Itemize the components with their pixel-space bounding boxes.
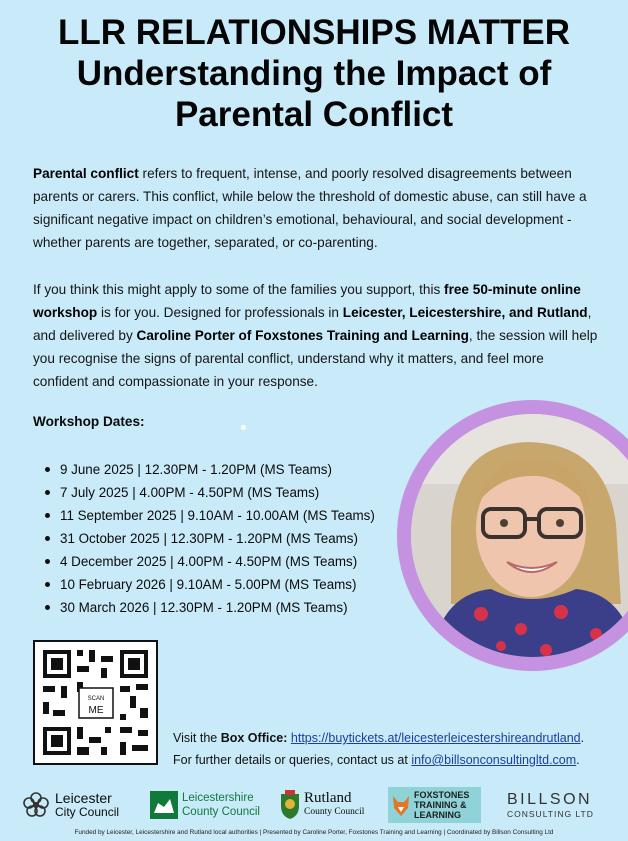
rutland-name: Rutland xyxy=(304,790,352,806)
fox-icon xyxy=(391,792,411,818)
workshop-dates-list xyxy=(45,458,375,619)
presenter-portrait-icon xyxy=(411,414,628,657)
foxstones-logo xyxy=(388,787,481,823)
flower-icon xyxy=(22,791,50,819)
date-item: 30 March 2026 | 12.30PM - 1.20PM (MS Teams) xyxy=(45,596,375,619)
leicester-sub: City Council xyxy=(55,805,120,819)
title-line-2: Understanding the Impact of xyxy=(76,54,552,93)
qr-me-text: ME xyxy=(88,705,104,716)
box-office-label: Box Office: xyxy=(220,731,288,745)
poster-title xyxy=(0,12,628,135)
billson-consulting-logo xyxy=(507,787,594,823)
qr-scan-text: SCAN xyxy=(87,696,105,702)
visit-pre: Visit the xyxy=(173,731,221,745)
workshop-dates-heading: Workshop Dates: xyxy=(33,414,145,429)
qr-code[interactable] xyxy=(33,640,158,765)
about-paragraph xyxy=(33,278,598,393)
intro-paragraph xyxy=(33,162,598,254)
billson-sub: CONSULTING LTD xyxy=(507,809,594,819)
date-item: 7 July 2025 | 4.00PM - 4.50PM (MS Teams) xyxy=(45,481,375,504)
date-item: 10 February 2026 | 9.10AM - 5.00PM (MS Teams) xyxy=(45,573,375,596)
leicester-name: Leicester xyxy=(55,790,112,806)
email-link[interactable]: info@billsonconsultingltd.com xyxy=(411,753,577,767)
date-item: 11 September 2025 | 9.10AM - 10.00AM (MS Teams) xyxy=(45,504,375,527)
further-end: . xyxy=(576,753,580,767)
footer-credits: Funded by Leicester, Leicestershire and Rutland local authorities | Presented by Caroline Porter, Foxstones Training and Learning | Coordinated by Billson Consulting Ltd xyxy=(74,829,554,836)
decorative-dot xyxy=(241,425,246,430)
box-office-link[interactable]: https://buytickets.at/leicesterleicestershireandrutland xyxy=(290,731,581,745)
date-item: 31 October 2025 | 12.30PM - 1.20PM (MS Teams) xyxy=(45,527,375,550)
billson-name: BILLSON xyxy=(507,791,593,808)
leicester-city-council-logo xyxy=(22,787,119,823)
contact-block xyxy=(173,727,584,771)
rutland-sub: County Council xyxy=(304,807,365,817)
intro-bold: Parental conflict xyxy=(33,166,139,181)
further-details-line xyxy=(173,749,584,771)
foxstones-l3: LEARNING xyxy=(414,810,461,820)
about-bold-presenter: Caroline Porter of Foxstones Training and Learning xyxy=(136,328,469,343)
box-office-line xyxy=(173,727,584,749)
further-pre: For further details or queries, contact us at xyxy=(173,753,412,767)
foxstones-l1: FOXSTONES xyxy=(414,790,470,800)
about-text-4: , the session will help you recognise the signs of parental conflict, understand why it matters, and feel more confident and compassionate in your response. xyxy=(33,328,598,389)
date-item: 4 December 2025 | 4.00PM - 4.50PM (MS Teams) xyxy=(45,550,375,573)
title-line-1: LLR RELATIONSHIPS MATTER xyxy=(57,13,570,52)
about-bold-region: Leicester, Leicestershire, and Rutland xyxy=(342,305,588,320)
partner-logos xyxy=(0,787,628,823)
fox-crest-icon xyxy=(150,791,178,819)
foxstones-l2: TRAINING & xyxy=(414,800,467,810)
about-text-1: If you think this might apply to some of the families you support, this xyxy=(33,282,445,297)
date-item: 9 June 2025 | 12.30PM - 1.20PM (MS Teams) xyxy=(45,458,375,481)
about-text-2: is for you. Designed for professionals in xyxy=(97,305,343,320)
leicestershire-name: Leicestershire xyxy=(182,792,254,804)
visit-end: . xyxy=(580,731,585,745)
presenter-photo-ring xyxy=(397,400,628,671)
presenter-photo xyxy=(411,414,628,657)
qr-code-icon xyxy=(35,642,156,763)
title-line-3: Parental Conflict xyxy=(174,95,454,134)
leicestershire-sub: County Council xyxy=(182,806,260,818)
shield-crest-icon xyxy=(279,790,301,820)
leicestershire-county-council-logo xyxy=(150,787,260,823)
about-bold-free-workshop: free 50-minute online workshop xyxy=(33,282,581,320)
intro-text: refers to frequent, intense, and poorly resolved disagreements between parents or carers. This conflict, while below the threshold of domestic abuse, can still have a significant negative impact on children’s emotional, behavioural, and social development - whether parents are together, separated, or co-parenting. xyxy=(33,166,587,250)
rutland-county-council-logo xyxy=(279,787,364,823)
about-text-3: , and delivered by xyxy=(33,305,592,343)
